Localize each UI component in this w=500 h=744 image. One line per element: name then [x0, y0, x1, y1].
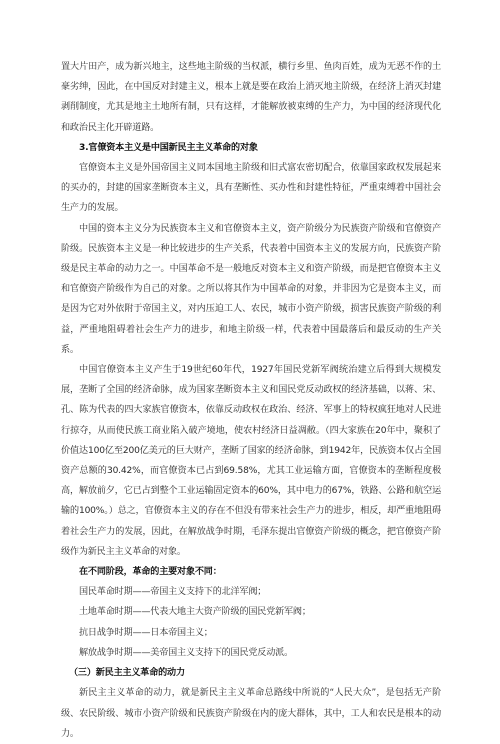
list-item-anti-japanese-war: 抗日战争时期——日本帝国主义； [79, 627, 213, 638]
section-heading-revolution-motive-forces: （三）新民主主义革命的动力 [69, 668, 185, 679]
list-item-liberation-war: 解放战争时期——美帝国主义支持下的国民党反动派。 [79, 647, 293, 658]
document-body [61, 57, 441, 744]
paragraph-landlord-continuation: 置大片田产，成为新兴地主，这些地主阶级的当权派，横行乡里、鱼肉百姓，成为无恶不作的土豪劣绅，因此，在中国反对封建主义，根本上就是要在政治上消灭地主阶级，在经济上消灭封建剥削制度，尤其是地主土地所有制，只有这样，才能解放被束缚的生产力，为中国的经济现代化和政治民主化开辟道路。 [61, 62, 441, 133]
paragraph-capitalism-types: 中国的资本主义分为民族资本主义和官僚资本主义，资产阶级分为民族资产阶级和官僚资产阶级。民族资本主义是一种比较进步的生产关系，代表着中国资本主义的发展方向，民族资产阶级是民主革命的动力之一。中国革命不是一般地反对资本主义和资产阶级，而是把官僚资本主义和官僚资产阶级作为自己的对象。之所以将其作为中国革命的对象，并非因为它是资本主义，而是因为它对外依附于帝国主义，对内压迫工人、农民，城市小资产阶级，损害民族资产阶级的利益，严重地阻碍着社会生产力的进步，和地主阶级一样，代表着中国最落后和最反动的生产关系。 [61, 223, 441, 355]
section-heading-bureaucratic-capitalism: 3.官僚资本主义是中国新民主主义革命的对象 [79, 142, 258, 153]
list-item-land-revolution: 土地革命时期——代表大地主大资产阶级的国民党新军阀； [79, 607, 311, 618]
list-item-national-revolution: 国民革命时期——帝国主义支持下的北洋军阀； [79, 587, 267, 598]
paragraph-motive-forces: 新民主主义革命的动力，就是新民主主义革命总路线中所说的“人民大众”，是包括无产阶级、农民阶级、城市小资产阶级和民族资产阶级在内的庞大群体，其中，工人和农民是根本的动力。 [61, 688, 441, 739]
paragraph-history: 中国官僚资本主义产生于19世纪60年代，1927年国民党新军阀统治建立后得到大规模发展，垄断了全国的经济命脉，成为国家垄断资本主义和国民党反动政权的经济基础，以蒋、宋、孔、陈为代表的四大家族官僚资本，依靠反动政权在政治、经济、军事上的特权疯狂地对人民进行掠夺，从而使民族工商业陷入破产境地，使农村经济日益凋敝。（四大家族在20年中，聚积了价值达100亿至200亿美元的巨大财产，垄断了国家的经济命脉，到1942年，民族资本仅占全国资产总额的30.42%，而官僚资本已占到69.58%，尤其工业运输方面，官僚资本的垄断程度极高，解放前夕，它已占到整个工业运输固定资本的60%，其中电力的67%，铁路、公路和航空运输的100%。）总之，官僚资本主义的存在不但没有带来社会生产力的进步，相反，却严重地阻碍着社会生产力的发展，因此，在解放战争时期，毛泽东提出官僚资产阶级的概念，把官僚资产阶级作为新民主主义革命的对象。 [61, 365, 441, 557]
heading-main-targets: 在不同阶段，革命的主要对象不同： [79, 567, 222, 578]
paragraph-definition: 官僚资本主义是外国帝国主义同本国地主阶级和旧式富农密切配合，依靠国家政权发展起来的买办的，封建的国家垄断资本主义，具有垄断性、买办性和封建性特征，严重束缚着中国社会生产力的发展。 [61, 163, 441, 214]
